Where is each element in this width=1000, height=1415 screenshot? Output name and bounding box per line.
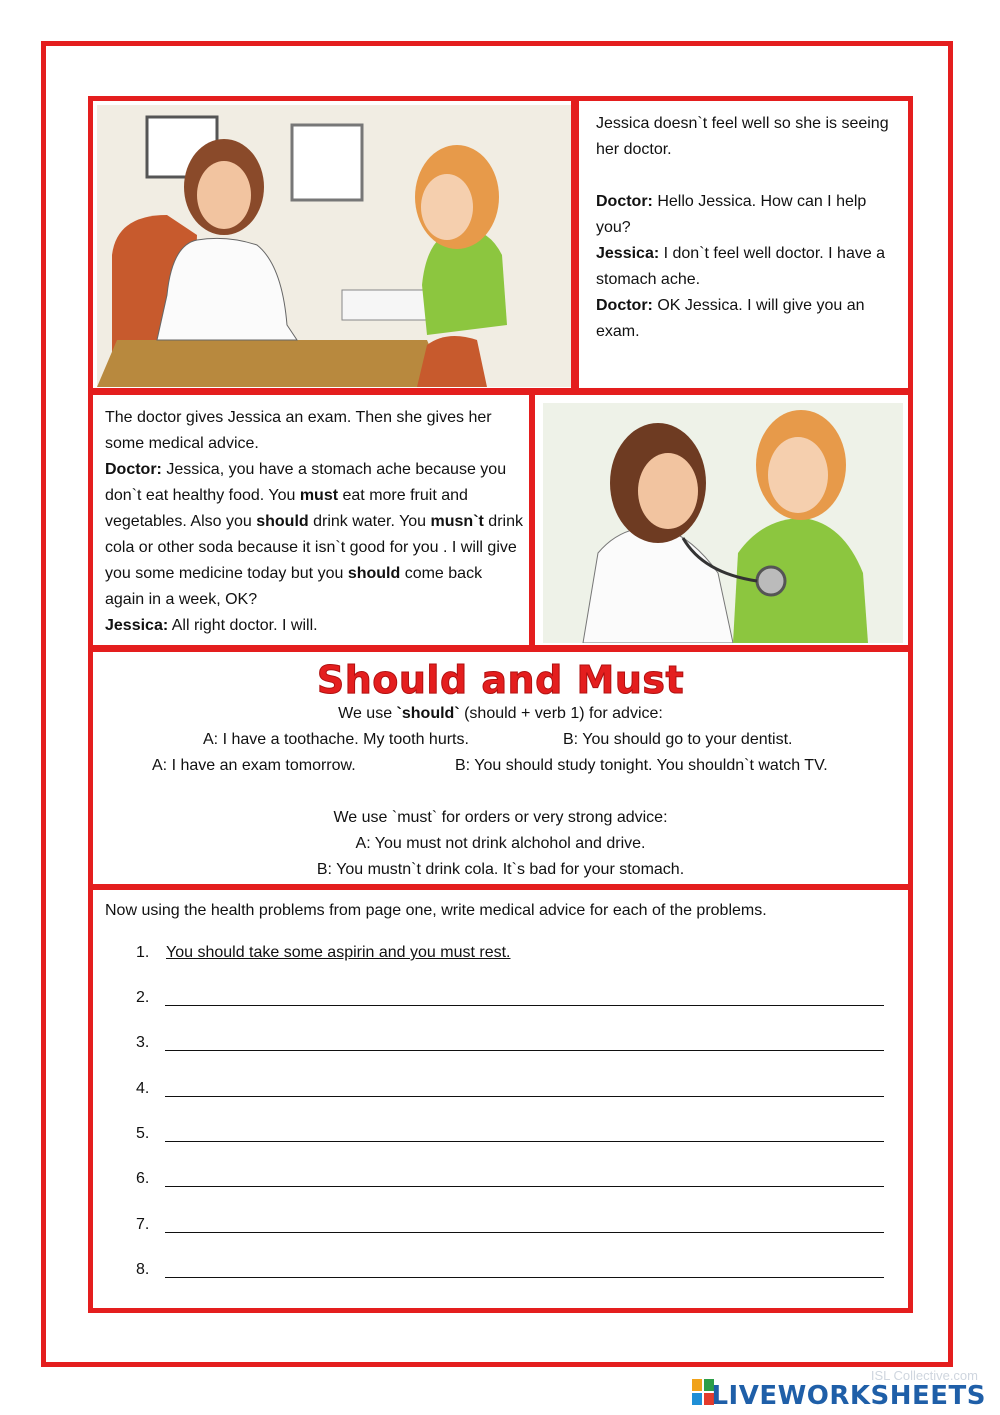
speaker-label: Jessica: — [596, 245, 660, 262]
answer-item — [136, 1080, 166, 1098]
dialogue-panel-2 — [88, 390, 534, 650]
answer-item — [136, 1125, 166, 1143]
item-number: 7. — [136, 1216, 150, 1233]
speaker-label: Jessica: — [105, 617, 169, 634]
dialogue-line: Jessica: I don`t feel well doctor. I have a stomach ache. — [596, 245, 886, 288]
answer-item — [136, 1216, 166, 1234]
speaker-label: Doctor: — [596, 193, 653, 210]
must-example-a: A: You must not drink alchohol and drive. — [355, 835, 646, 852]
dialogue-line: Doctor: OK Jessica. I will give you an exam. — [596, 297, 865, 340]
doctor-exam-illustration — [543, 403, 903, 643]
example-answer: You should take some aspirin and you must rest. — [166, 944, 511, 961]
example-1a: A: I have a toothache. My tooth hurts. — [203, 731, 469, 748]
answer-line[interactable] — [165, 1277, 884, 1278]
dialogue-text-1 — [596, 111, 901, 345]
example-2a: A: I have an exam tomorrow. — [152, 757, 356, 774]
grammar-title: Should and Must — [316, 658, 685, 702]
example-1b: B: You should go to your dentist. — [563, 731, 793, 748]
should-keyword: `should` — [396, 705, 460, 722]
answer-line[interactable] — [165, 1186, 884, 1187]
answer-item — [136, 989, 166, 1007]
doctor-advice: Doctor: Jessica, you have a stomach ache because you don`t eat healthy food. You must eat more fruit and vegetables. Also you should drink water. You musn`t drink cola or other soda because it isn`t good for you . I will give you some medicine today but you should come back again in a week, OK? — [105, 461, 523, 608]
item-number: 5. — [136, 1125, 150, 1142]
should-rule: We use `should` (should + verb 1) for advice: — [338, 705, 663, 722]
answer-line[interactable] — [165, 1005, 884, 1006]
doctor-office-illustration — [97, 105, 571, 387]
item-number: 2. — [136, 989, 150, 1006]
dialogue-line: Doctor: Hello Jessica. How can I help you? — [596, 193, 867, 236]
liveworksheets-brand: LIVEWORKSHEETS — [711, 1381, 986, 1411]
example-2b: B: You should study tonight. You shouldn`t watch TV. — [455, 757, 828, 774]
panel-divider — [571, 96, 579, 393]
must-rule: We use `must` for orders or very strong advice: — [333, 809, 668, 826]
item-number: 1. — [136, 944, 150, 961]
answer-line[interactable] — [165, 1141, 884, 1142]
intro-line: Jessica doesn`t feel well so she is seeing her doctor. — [596, 115, 889, 158]
item-number: 8. — [136, 1261, 150, 1278]
answer-line[interactable] — [165, 1232, 884, 1233]
intro-line: The doctor gives Jessica an exam. Then she gives her some medical advice. — [105, 409, 492, 452]
speaker-label: Doctor: — [596, 297, 653, 314]
item-number: 3. — [136, 1034, 150, 1051]
answer-item — [136, 1170, 166, 1188]
dialogue-panel-1 — [88, 96, 913, 393]
example-item — [136, 944, 511, 962]
answer-item — [136, 1034, 166, 1052]
item-number: 4. — [136, 1080, 150, 1097]
exercise-instruction: Now using the health problems from page one, write medical advice for each of the problems. — [105, 902, 767, 919]
answer-item — [136, 1261, 166, 1279]
must-example-b: B: You mustn`t drink cola. It`s bad for your stomach. — [316, 861, 685, 878]
watermark: ISL Collective.com — [870, 1368, 978, 1383]
speaker-label: Doctor: — [105, 461, 162, 478]
grammar-panel — [88, 647, 913, 889]
exam-image-panel — [530, 390, 913, 650]
dialogue-line: Jessica: All right doctor. I will. — [105, 617, 318, 634]
dialogue-text-2 — [105, 405, 525, 639]
item-number: 6. — [136, 1170, 150, 1187]
answer-line[interactable] — [165, 1096, 884, 1097]
answer-line[interactable] — [165, 1050, 884, 1051]
